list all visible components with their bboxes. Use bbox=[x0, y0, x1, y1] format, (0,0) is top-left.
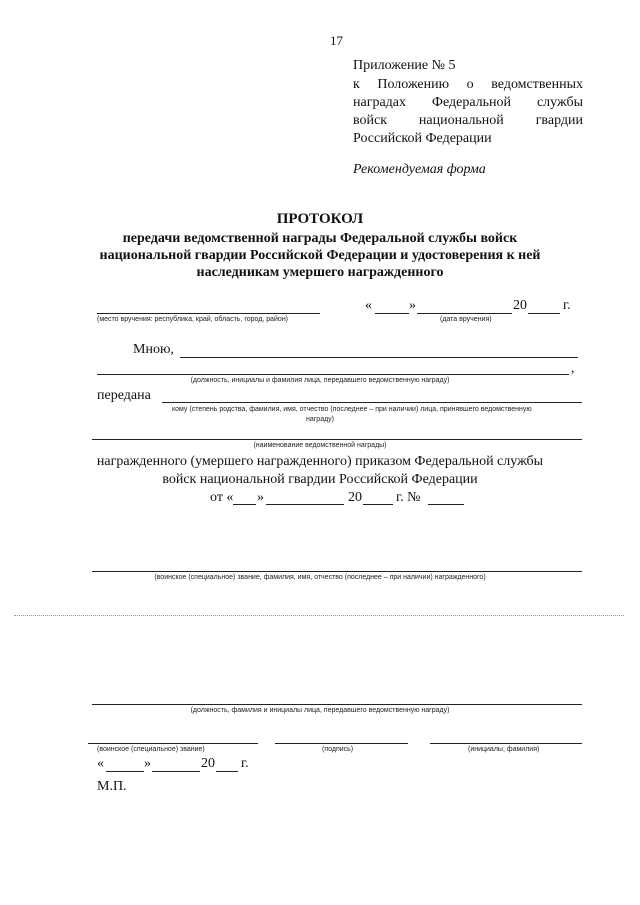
order-year-prefix: 20 bbox=[348, 490, 362, 505]
recipient-line[interactable] bbox=[162, 402, 582, 403]
signature-caption: (подпись) bbox=[322, 746, 354, 753]
appendix-line-4: Российской Федерации bbox=[353, 131, 492, 146]
by-me-caption: (должность, инициалы и фамилия лица, передавшего ведомственную награду) bbox=[190, 377, 450, 384]
bottom-date-close-quote: » bbox=[144, 756, 151, 771]
date-day-line[interactable] bbox=[375, 313, 409, 314]
initials-caption: (инициалы, фамилия) bbox=[468, 746, 540, 753]
date-close-quote: » bbox=[409, 298, 416, 313]
form-note: Рекомендуемая форма bbox=[353, 162, 486, 177]
rank-caption: (воинское (специальное) звание) bbox=[97, 746, 205, 753]
bottom-date-year-prefix: 20 bbox=[201, 756, 215, 771]
date-open-quote: « bbox=[365, 298, 372, 313]
order-year-line[interactable] bbox=[363, 504, 393, 505]
bottom-date-month-line[interactable] bbox=[152, 771, 200, 772]
recipient-caption-1: кому (степень родства, фамилия, имя, отчество (последнее – при наличии) лица, принявшего ведомственную bbox=[172, 406, 532, 413]
transferrer-line[interactable] bbox=[92, 704, 582, 705]
place-caption: (место вручения: республика, край, область, город, район) bbox=[97, 316, 289, 323]
award-name-caption: (наименование ведомственной награды) bbox=[253, 442, 387, 449]
by-me-comma: , bbox=[571, 361, 575, 376]
order-date-close-quote: » bbox=[257, 490, 264, 505]
order-year-suffix: г. № bbox=[396, 490, 421, 505]
signature-line[interactable] bbox=[275, 743, 408, 744]
appendix-line-1: к Положению о ведомственных bbox=[353, 77, 583, 92]
date-year-suffix: г. bbox=[563, 298, 571, 313]
order-from: от « bbox=[210, 490, 234, 505]
protocol-title: ПРОТОКОЛ bbox=[276, 211, 364, 227]
appendix-line-3: войск национальной гвардии bbox=[353, 113, 583, 128]
date-year-prefix: 20 bbox=[513, 298, 527, 313]
bottom-date-year-suffix: г. bbox=[241, 756, 249, 771]
rank-line[interactable] bbox=[88, 743, 258, 744]
order-month-line[interactable] bbox=[266, 504, 344, 505]
protocol-subtitle-3: наследникам умершего награжденного bbox=[196, 265, 444, 280]
bottom-date-open-quote: « bbox=[97, 756, 104, 771]
date-caption: (дата вручения) bbox=[440, 316, 492, 323]
date-month-line[interactable] bbox=[417, 313, 512, 314]
date-year-line[interactable] bbox=[528, 313, 560, 314]
faint-separator bbox=[14, 615, 624, 616]
award-name-line[interactable] bbox=[92, 439, 582, 440]
place-line[interactable] bbox=[97, 313, 320, 314]
recipient-caption-2: награду) bbox=[305, 416, 334, 423]
stamp-label: М.П. bbox=[97, 779, 127, 794]
protocol-subtitle-1: передачи ведомственной награды Федеральной службы войск bbox=[122, 231, 518, 246]
order-line-2: войск национальной гвардии Российской Федерации bbox=[162, 472, 478, 487]
page-number: 17 bbox=[330, 33, 343, 48]
bottom-date-day-line[interactable] bbox=[106, 771, 144, 772]
appendix-line-2: наградах Федеральной службы bbox=[353, 95, 583, 110]
transferred-label: передана bbox=[97, 388, 151, 403]
awardee-caption: (воинское (специальное) звание, фамилия, имя, отчество (последнее – при наличии) награжденного) bbox=[154, 574, 486, 581]
order-day-line[interactable] bbox=[233, 504, 256, 505]
transferrer-caption: (должность, фамилия и инициалы лица, передавшего ведомственную награду) bbox=[190, 707, 450, 714]
bottom-date-year-line[interactable] bbox=[216, 771, 238, 772]
awardee-line[interactable] bbox=[92, 571, 582, 572]
appendix-title: Приложение № 5 bbox=[353, 58, 456, 73]
order-line-1: награжденного (умершего награжденного) приказом Федеральной службы bbox=[96, 454, 544, 469]
initials-line[interactable] bbox=[430, 743, 582, 744]
by-me-line-2[interactable] bbox=[97, 374, 569, 375]
protocol-subtitle-2: национальной гвардии Российской Федерации и удостоверения к ней bbox=[99, 248, 541, 263]
by-me-label: Мною, bbox=[133, 342, 174, 357]
order-number-line[interactable] bbox=[428, 504, 464, 505]
by-me-line-1[interactable] bbox=[180, 357, 578, 358]
